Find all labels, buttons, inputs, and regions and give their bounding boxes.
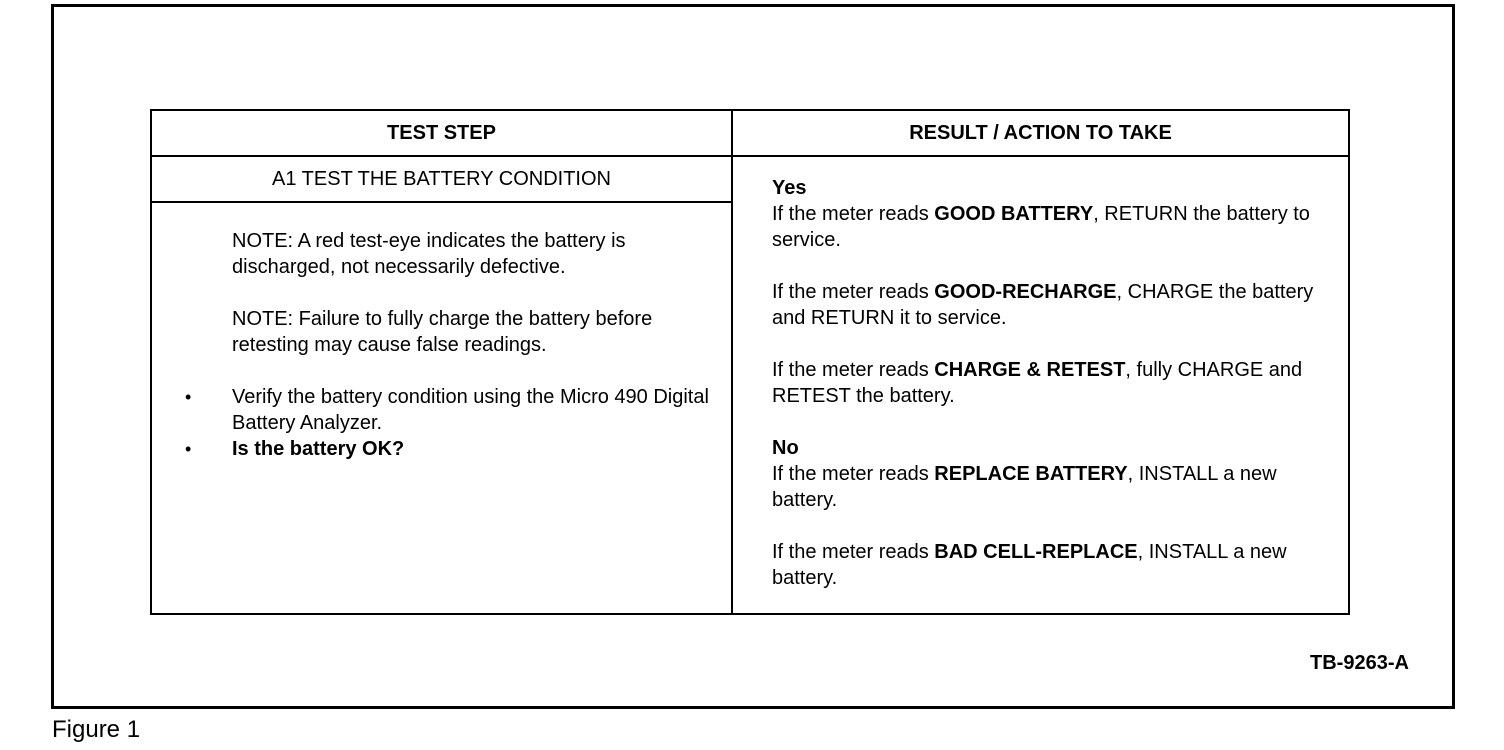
yes-label: Yes — [772, 177, 807, 199]
yes-item: If the meter reads GOOD BATTERY, RETURN the battery to service. — [772, 203, 1310, 251]
bullet-question: Is the battery OK? — [232, 438, 405, 460]
header-result-action: RESULT / ACTION TO TAKE — [733, 111, 1348, 157]
no-item: If the meter reads REPLACE BATTERY, INSTALL a new battery. — [772, 463, 1277, 511]
header-test-step: TEST STEP — [152, 111, 731, 157]
bullet-item — [185, 384, 712, 436]
bullet-item — [185, 436, 712, 462]
note-1: NOTE: A red test-eye indicates the battery is discharged, not necessarily defective. — [232, 230, 626, 278]
bullet-icon: • — [185, 439, 192, 459]
yes-item: If the meter reads CHARGE & RETEST, fully CHARGE and RETEST the battery. — [772, 359, 1303, 407]
no-item: If the meter reads BAD CELL-REPLACE, INSTALL a new battery. — [772, 541, 1287, 589]
yes-item: If the meter reads GOOD-RECHARGE, CHARGE the battery and RETURN it to service. — [772, 281, 1314, 329]
figure-code: TB-9263-A — [1310, 652, 1409, 674]
test-step-body — [185, 228, 712, 462]
result-action-body — [772, 175, 1332, 591]
note-2: NOTE: Failure to fully charge the battery before retesting may cause false readings. — [232, 308, 653, 356]
figure-caption: Figure 1 — [52, 716, 141, 743]
bullet-icon: • — [185, 387, 192, 407]
bullet-list — [185, 384, 712, 462]
column-divider — [731, 111, 733, 613]
no-label: No — [772, 437, 799, 459]
step-title: A1 TEST THE BATTERY CONDITION — [152, 157, 731, 203]
bullet-text: Verify the battery condition using the Micro 490 Digital Battery Analyzer. — [232, 386, 709, 434]
